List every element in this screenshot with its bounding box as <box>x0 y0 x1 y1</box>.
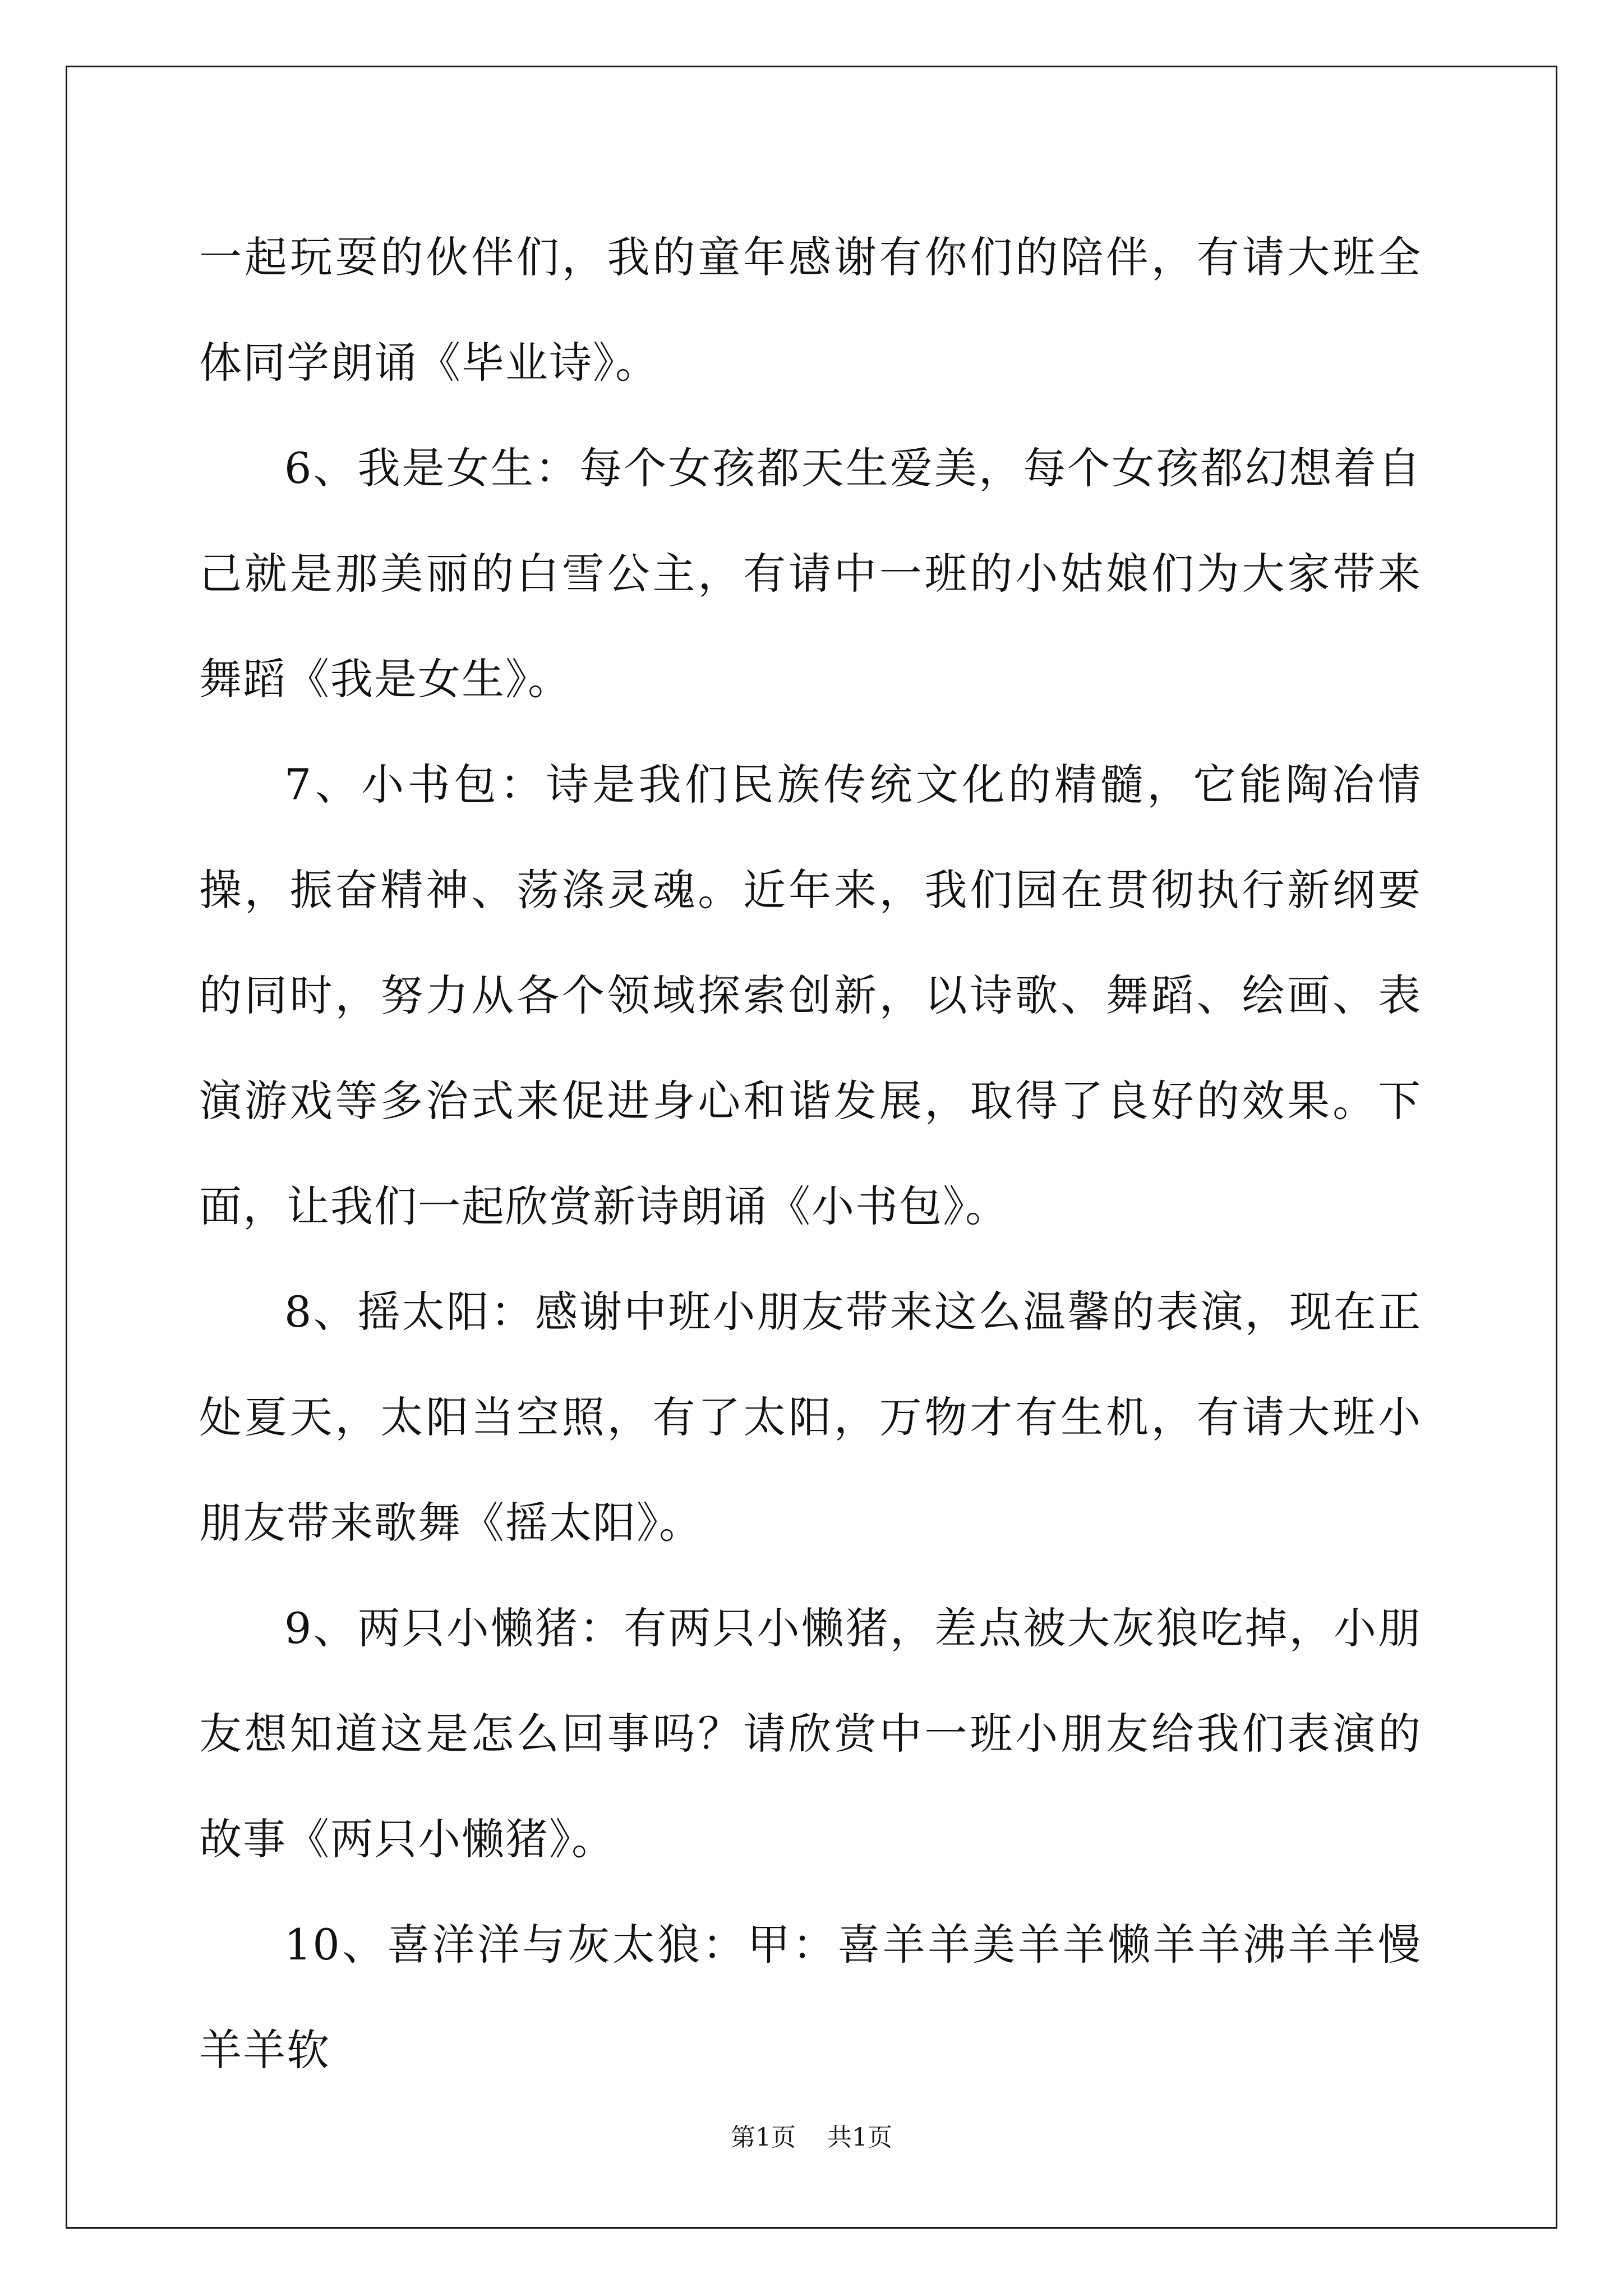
paragraph-6: 10、喜洋洋与灰太狼：甲：喜羊羊美羊羊懒羊羊沸羊羊慢羊羊软 <box>199 1920 1422 2075</box>
page-number: 第1页 <box>731 2123 796 2152</box>
paragraph-3: 7、小书包：诗是我们民族传统文化的精髓，它能陶冶情操，振奋精神、荡涤灵魂。近年来，我们园在贯彻执行新纲要的同时，努力从各个领域探索创新，以诗歌、舞蹈、绘画、表演游戏等多治式来促进身心和谐发展，取得了良好的效果。下面，让我们一起欣赏新诗朗诵《小书包》。 <box>199 760 1422 1231</box>
paragraph-5: 9、两只小懒猪：有两只小懒猪，差点被大灰狼吃掉，小朋友想知道这是怎么回事吗？请欣赏中一班小朋友给我们表演的故事《两只小懒猪》。 <box>199 1603 1422 1864</box>
paragraph-4: 8、摇太阳：感谢中班小朋友带来这么温馨的表演，现在正处夏天，太阳当空照，有了太阳，万物才有生机，有请大班小朋友带来歌舞《摇太阳》。 <box>199 1287 1422 1548</box>
document-body <box>199 205 1422 2103</box>
paragraph-2: 6、我是女生：每个女孩都天生爱美，每个女孩都幻想着自己就是那美丽的白雪公主，有请中一班的小姑娘们为大家带来舞蹈《我是女生》。 <box>199 443 1422 704</box>
page-total: 共1页 <box>827 2123 892 2152</box>
paragraph-1: 一起玩耍的伙伴们，我的童年感谢有你们的陪伴，有请大班全体同学朗诵《毕业诗》。 <box>199 232 1422 388</box>
page-footer <box>0 2122 1623 2154</box>
